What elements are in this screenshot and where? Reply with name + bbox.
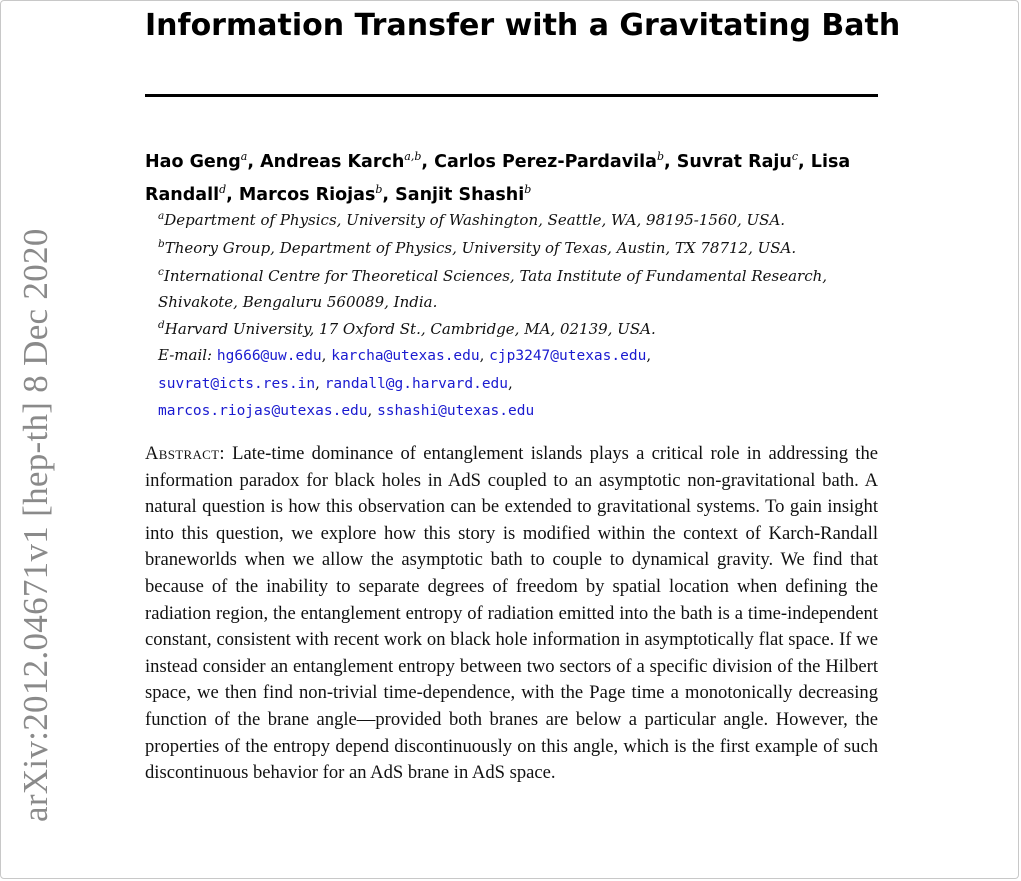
affiliation-mark: a <box>158 210 165 222</box>
email-link[interactable]: karcha@utexas.edu <box>331 348 480 364</box>
email-link[interactable]: hg666@uw.edu <box>216 348 322 364</box>
author-name: Carlos Perez-Pardavila <box>434 151 657 172</box>
author-name: Marcos Riojas <box>238 184 376 205</box>
author-name: Hao Geng <box>145 151 241 172</box>
email-link[interactable]: cjp3247@utexas.edu <box>489 348 647 364</box>
abstract-text: Late-time dominance of entanglement islands plays a critical role in addressing the information paradox for black holes in AdS coupled to an asymptotic non-gravitational bath. A natural question is how this observation can be extended to gravitational systems. To gain insight into this question, we explore how this story is modified within the context of Karch-Randall braneworlds when we allow the asymptotic bath to couple to dynamical gravity. We find that because of the inability to separate degrees of freedom by spatial location when defining the radiation region, the entanglement entropy of radiation emitted into the bath is a time-independent constant, consistent with recent work on black hole information in asymptotically flat space. If we instead consider an entanglement entropy between two sectors of a specific division of the Hilbert space, we then find non-trivial time-dependence, with the Page time a monotonically decreasing function of the brane angle—provided both branes are below a particular angle. However, the properties of the entropy depend discontinuously on this angle, which is the first example of such discontinuous behavior for an AdS brane in AdS space. <box>145 443 878 784</box>
author-list <box>145 143 885 209</box>
email-line: E-mail: hg666@uw.edu, karcha@utexas.edu, cjp3247@utexas.edu, <box>158 346 652 364</box>
affiliation-text: International Centre for Theoretical Sciences, Tata Institute of Fundamental Research, <box>163 267 828 285</box>
email-link[interactable]: sshashi@utexas.edu <box>377 403 535 419</box>
email-block <box>158 342 878 425</box>
affiliation-c <box>158 259 888 315</box>
author-name: Lisa <box>810 151 851 172</box>
affiliation-mark: d <box>158 319 165 331</box>
arxiv-identifier[interactable]: arXiv:2012.04671v1 [hep-th] 8 Dec 2020 <box>16 228 55 822</box>
affiliation-mark: b <box>158 238 165 250</box>
email-label: E-mail: <box>158 346 213 364</box>
author-line: Randall$^d$, Marcos Riojas$^b$, Sanjit Shashi$^b$ <box>145 182 532 205</box>
abstract-label: Abstract: <box>145 443 225 464</box>
affiliation-mark: c <box>158 266 164 278</box>
author-affiliation-mark: b <box>656 150 665 163</box>
author-name: Andreas Karch <box>260 151 405 172</box>
author-affiliation-mark: b <box>524 182 532 196</box>
author-name: Randall <box>145 184 220 205</box>
abstract <box>145 441 878 787</box>
title-rule <box>145 94 878 97</box>
author-name: Sanjit Shashi <box>395 184 525 205</box>
email-link[interactable]: marcos.riojas@utexas.edu <box>158 403 368 419</box>
author-line: Hao Geng$^a$, Andreas Karch$^{a,b}$, Carlos Perez-Pardavila$^b$, Suvrat Raju$^c$, Lisa <box>145 150 851 172</box>
affiliation-text: Shivakote, Bengaluru 560089, India. <box>158 293 438 311</box>
author-affiliation-mark: b <box>375 182 383 196</box>
author-affiliation-mark: d <box>219 182 227 196</box>
affiliation-text: Harvard University, 17 Oxford St., Cambridge, MA, 02139, USA. <box>164 320 656 338</box>
author-name: Suvrat Raju <box>676 151 792 172</box>
author-affiliation-mark: c <box>791 150 799 163</box>
affiliation-b <box>158 231 888 261</box>
email-line: suvrat@icts.res.in, randall@g.harvard.edu, <box>158 373 513 392</box>
affiliation-text: Theory Group, Department of Physics, University of Texas, Austin, TX 78712, USA. <box>164 239 797 257</box>
author-affiliation-mark: a,b <box>404 150 422 163</box>
affiliation-d <box>158 312 888 342</box>
paper-title: Information Transfer with a Gravitating Bath <box>145 8 901 43</box>
author-affiliation-mark: a <box>240 150 248 163</box>
affiliation-text: Department of Physics, University of Washington, Seattle, WA, 98195-1560, USA. <box>164 211 786 229</box>
affiliation-a <box>158 203 888 233</box>
email-link[interactable]: suvrat@icts.res.in <box>158 375 316 392</box>
email-link[interactable]: randall@g.harvard.edu <box>324 375 509 392</box>
email-line: marcos.riojas@utexas.edu, sshashi@utexas.edu <box>158 401 535 419</box>
